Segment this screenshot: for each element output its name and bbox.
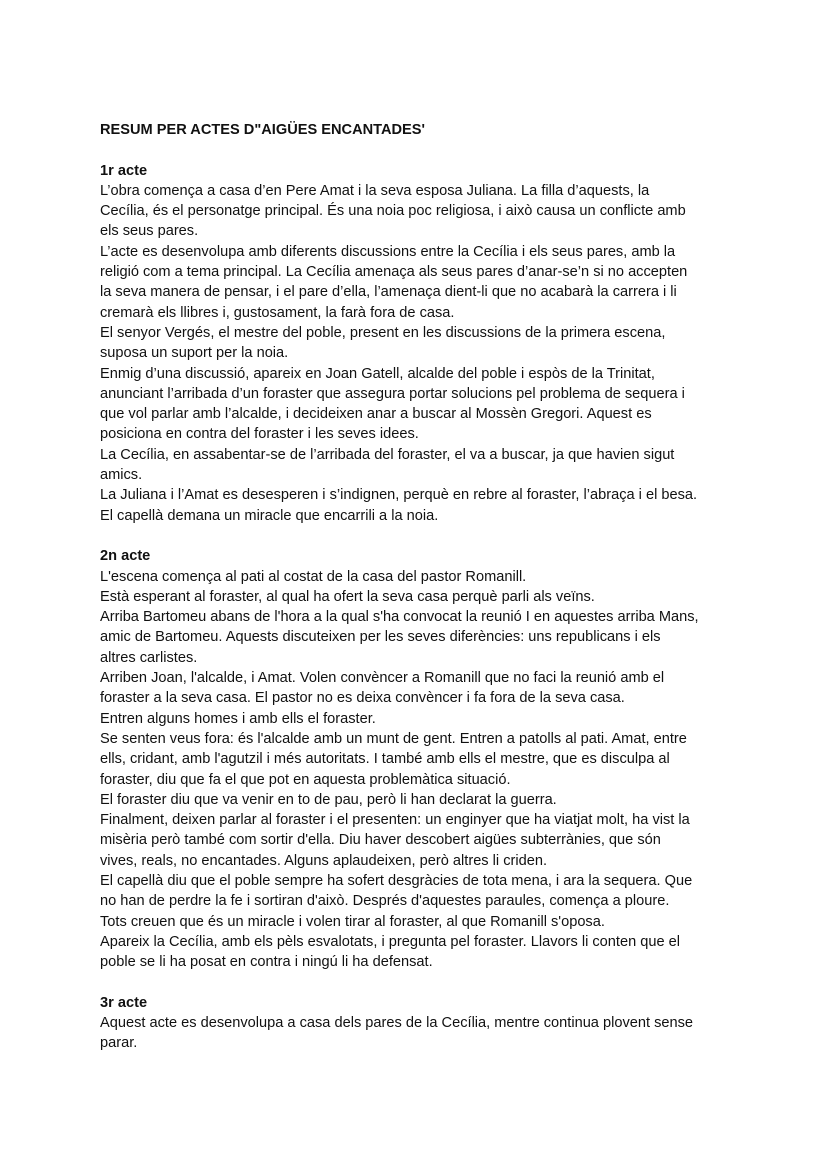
paragraph (100, 445, 730, 486)
text-line: no han de perdre la fe i sortiran d'això. Després d'aquestes paraules, comença a ploure. (100, 893, 670, 910)
text-line: cremarà els llibres i, gustosament, la farà fora de casa. (100, 304, 455, 321)
text-line: que vol parlar amb l’alcalde, i decideixen anar a buscar al Mossèn Gregori. Aquest es (100, 406, 652, 423)
text-line: L'escena comença al pati al costat de la casa del pastor Romanill. (100, 568, 527, 585)
text-line: religió com a tema principal. La Cecília amenaça als seus pares d’anar-se’n si no accepten (100, 264, 688, 281)
paragraph (100, 1013, 730, 1054)
act-heading: 1r acte (100, 162, 148, 179)
paragraph (100, 181, 730, 242)
paragraph (100, 485, 730, 526)
paragraph (100, 932, 730, 973)
act-heading: 2n acte (100, 548, 151, 565)
text-line: els seus pares. (100, 223, 199, 240)
text-line: amic de Bartomeu. Aquests discuteixen per les seves diferències: uns republicans i els (100, 629, 661, 646)
paragraph (100, 729, 730, 790)
paragraph (100, 912, 730, 932)
text-line: El senyor Vergés, el mestre del poble, present en les discussions de la primera escena, (100, 324, 666, 341)
act-section-3 (100, 993, 730, 1054)
text-line: La Cecília, en assabentar-se de l’arribada del foraster, el va a buscar, ja que havien sigut (100, 446, 675, 463)
text-line: foraster a la seva casa. El pastor no es deixa convèncer i fa fora de la seva casa. (100, 690, 625, 707)
text-line: Enmig d’una discussió, apareix en Joan Gatell, alcalde del poble i espòs de la Trinitat, (100, 365, 655, 382)
act-section-2 (100, 546, 730, 972)
text-line: Tots creuen que és un miracle i volen tirar al foraster, al que Romanill s'oposa. (100, 913, 605, 930)
text-line: El foraster diu que va venir en to de pau, però li han declarat la guerra. (100, 791, 557, 808)
text-line: Finalment, deixen parlar al foraster i el presenten: un enginyer que ha viatjat molt, ha vist la (100, 812, 690, 829)
text-line: Se senten veus fora: és l'alcalde amb un munt de gent. Entren a patolls al pati. Amat, entre (100, 730, 687, 747)
text-line: parar. (100, 1035, 138, 1052)
text-line: Entren alguns homes i amb ells el foraster. (100, 710, 376, 727)
text-line: posiciona en contra del foraster i les seves idees. (100, 426, 419, 443)
act-heading: 3r acte (100, 994, 148, 1011)
act-section-1 (100, 161, 730, 526)
text-line: vives, reals, no encantades. Alguns aplaudeixen, però altres li criden. (100, 852, 547, 869)
text-line: anunciant l’arribada d’un foraster que assegura portar solucions pel problema de sequera i (100, 385, 685, 402)
paragraph (100, 810, 730, 871)
text-line: La Juliana i l’Amat es desesperen i s’indignen, perquè en rebre al foraster, l’abraça i el besa. (100, 487, 698, 504)
document-page (100, 120, 730, 1054)
text-line: Cecília, és el personatge principal. És una noia poc religiosa, i això causa un conflicte amb (100, 203, 686, 220)
text-line: misèria però també com sortir d'ella. Diu haver descobert aigües subterrànies, que són (100, 832, 661, 849)
text-line: altres carlistes. (100, 649, 198, 666)
text-line: Arriben Joan, l'alcalde, i Amat. Volen convèncer a Romanill que no faci la reunió amb el (100, 670, 665, 687)
text-line: la seva manera de pensar, i el pare d’ella, l’amenaça dient-li que no acabarà la carrera i li (100, 284, 677, 301)
paragraph (100, 790, 730, 810)
text-line: ells, cridant, amb l'agutzil i més autoritats. I també amb ells el mestre, que es disculpa al (100, 751, 670, 768)
text-line: L’acte es desenvolupa amb diferents discussions entre la Cecília i els seus pares, amb la (100, 243, 676, 260)
paragraph (100, 364, 730, 445)
document-title: RESUM PER ACTES D"AIGÜES ENCANTADES' (100, 122, 425, 138)
text-line: Està esperant al foraster, al qual ha ofert la seva casa perquè parli als veïns. (100, 588, 595, 605)
paragraph (100, 587, 730, 607)
text-line: poble se li ha posat en contra i ningú li ha defensat. (100, 954, 433, 971)
text-line: suposa un suport per la noia. (100, 345, 289, 362)
text-line: Arriba Bartomeu abans de l'hora a la qual s'ha convocat la reunió I en aquestes arriba Mans, (100, 609, 699, 626)
text-line: El capellà demana un miracle que encarrili a la noia. (100, 507, 439, 524)
paragraph (100, 709, 730, 729)
paragraph (100, 668, 730, 709)
text-line: amics. (100, 467, 143, 484)
text-line: El capellà diu que el poble sempre ha sofert desgràcies de tota mena, i ara la sequera. Que (100, 872, 693, 889)
paragraph (100, 567, 730, 587)
text-line: Aquest acte es desenvolupa a casa dels pares de la Cecília, mentre continua plovent sense (100, 1015, 694, 1032)
paragraph (100, 871, 730, 912)
text-line: foraster, diu que fa el que pot en aquesta problemàtica situació. (100, 771, 511, 788)
paragraph (100, 242, 730, 323)
paragraph (100, 323, 730, 364)
text-line: L’obra comença a casa d’en Pere Amat i la seva esposa Juliana. La filla d’aquests, la (100, 182, 650, 199)
paragraph (100, 607, 730, 668)
text-line: Apareix la Cecília, amb els pèls esvalotats, i pregunta pel foraster. Llavors li conten que el (100, 933, 681, 950)
